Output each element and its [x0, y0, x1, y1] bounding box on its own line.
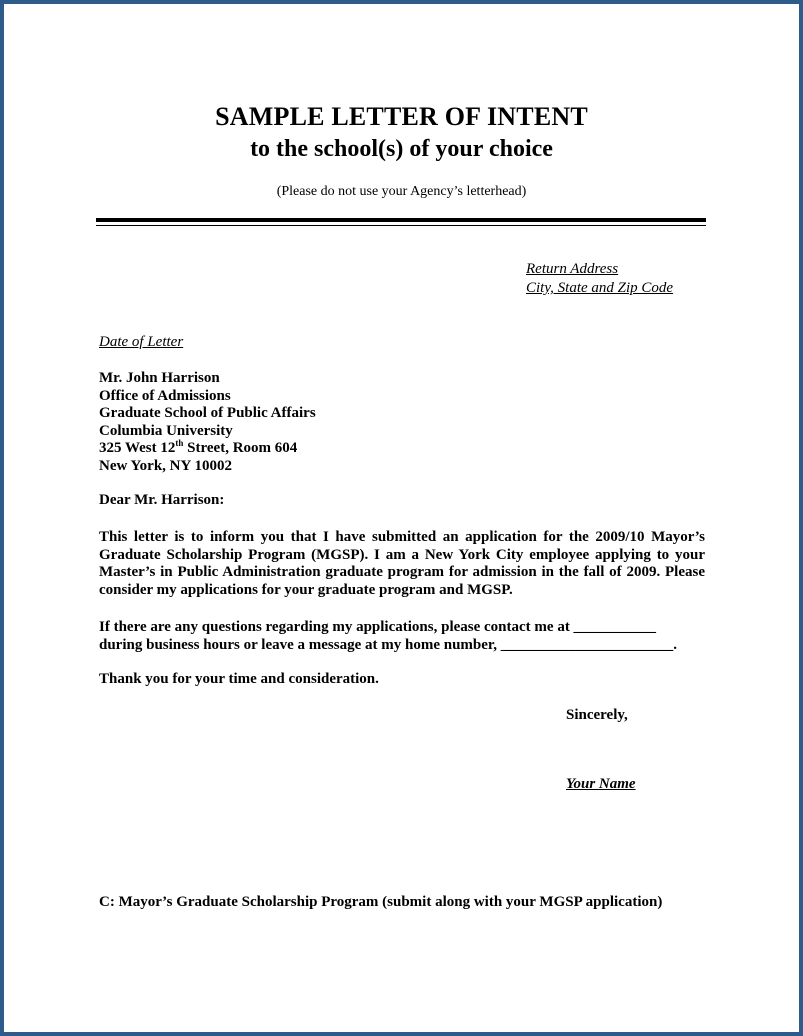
letterhead-note: (Please do not use your Agency’s letterhead) [276, 184, 527, 199]
contact-line-1: If there are any questions regarding my applications, please contact me at ___________ [99, 619, 657, 635]
header-rule-thick [96, 218, 706, 222]
letter-subtitle: to the school(s) of your choice [250, 136, 553, 162]
return-address-line: Return Address [526, 261, 619, 277]
letter-title: SAMPLE LETTER OF INTENT [215, 102, 588, 131]
body-paragraph-2 [99, 619, 705, 654]
signature-name: Your Name [566, 776, 636, 792]
closing: Sincerely, [566, 707, 628, 723]
return-city-state-zip: City, State and Zip Code [526, 280, 674, 296]
header-rule-thin [96, 225, 706, 226]
recipient-name: Mr. John Harrison [99, 370, 220, 386]
return-address [526, 260, 673, 298]
recipient-office: Office of Admissions [99, 387, 231, 404]
recipient-university: Columbia University [99, 422, 233, 439]
recipient-school: Graduate School of Public Affairs [99, 405, 316, 422]
contact-line-2: during business hours or leave a message at my home number, _______________________. [99, 636, 677, 653]
recipient-street: 325 West 12th Street, Room 604 [99, 438, 298, 457]
recipient-city: New York, NY 10002 [99, 457, 233, 474]
body-paragraph-1: This letter is to inform you that I have submitted an application for the 2009/10 Mayor’s Graduate Scholarship Program (MGSP). I am a New York City employee applying to your Master’s in Public Administration graduate program for admission in the fall of 2009. Please consider my applications for your graduate program and MGSP. [99, 529, 705, 598]
cc-line: C: Mayor’s Graduate Scholarship Program (submit along with your MGSP application) [99, 894, 663, 910]
salutation: Dear Mr. Harrison: [99, 492, 225, 508]
thanks-line: Thank you for your time and consideration. [99, 671, 379, 687]
recipient-address [99, 370, 316, 476]
letter-date: Date of Letter [99, 334, 184, 350]
